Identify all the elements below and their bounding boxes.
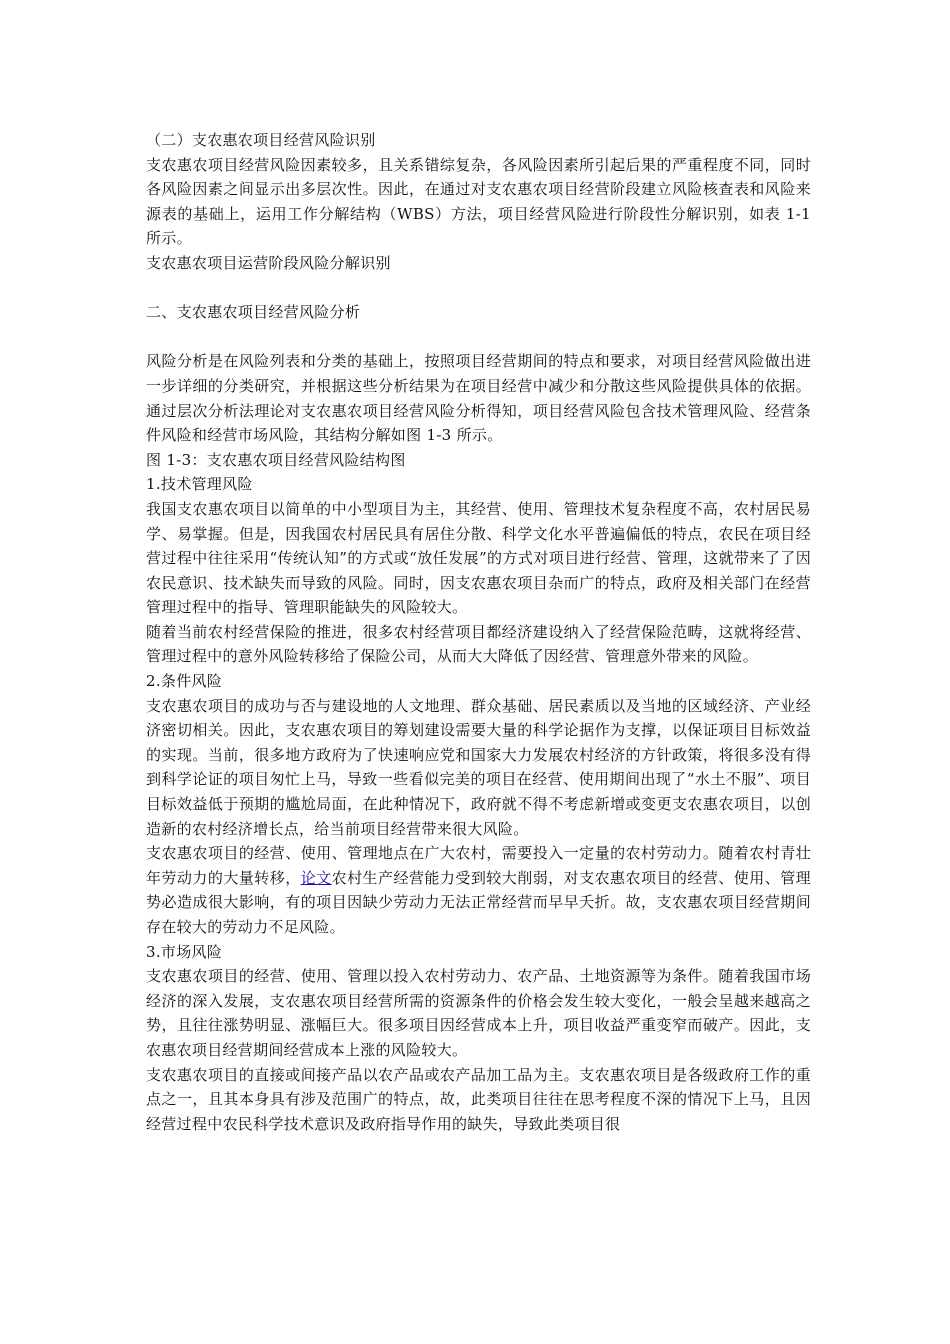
paragraph-technical-risk: 我国支农惠农项目以简单的中小型项目为主，其经营、使用、管理技术复杂程度不高，农村居民易学、易掌握。但是，因我国农村居民具有居住分散、科学文化水平普遍偏低的特点，农民在项目经营过程中往往采用“传统认知”的方式或“放任发展”的方式对项目进行经营、管理，这就带来了了因农民意识、技术缺失而导致的风险。同时，因支农惠农项目杂而广的特点，政府及相关部门在经营管理过程中的指导、管理职能缺失的风险较大。 bbox=[146, 499, 811, 617]
heading-condition-risk: 2.条件风险 bbox=[146, 672, 223, 691]
blank-line bbox=[146, 276, 811, 301]
paragraph-market-products: 支农惠农项目的直接或间接产品以农产品或农产品加工品为主。支农惠农项目是各级政府工作的重点之一，且其本身具有涉及范围广的特点，故，此类项目往往在思考程度不深的情况下上马，且因经营过程中农民科学技术意识及政府指导作用的缺失，导致此类项目很 bbox=[146, 1065, 811, 1133]
heading-technical-risk: 1.技术管理风险 bbox=[146, 475, 253, 494]
blank-line bbox=[146, 325, 811, 350]
paragraph-labor-risk bbox=[146, 841, 811, 939]
paper-link[interactable]: 论文 bbox=[300, 868, 332, 887]
labor-text-before: 支农惠农项目的经营、使用、管理地点在广大农村，需要投入一定量的农村劳动力。随着农村青壮年劳动力的大量转移， bbox=[146, 844, 811, 887]
labor-text-after: 农村生产经营能力受到较大削弱，对支农惠农项目的经营、使用、管理势必造成很大影响，有的项目因缺少劳动力无法正常经营而早早夭折。故，支农惠农项目经营期间存在较大的劳动力不足风险。 bbox=[146, 868, 811, 936]
subsection-title: （二）支农惠农项目经营风险识别 bbox=[146, 131, 376, 149]
table-caption: 支农惠农项目运营阶段风险分解识别 bbox=[146, 253, 391, 272]
paragraph-risk-identification: 支农惠农项目经营风险因素较多，且关系错综复杂，各风险因素所引起后果的严重程度不同，同时各风险因素之间显示出多层次性。因此，在通过对支农惠农项目经营阶段建立风险核查表和风险来源表的基础上，运用工作分解结构（WBS）方法，项目经营风险进行阶段性分解识别，如表 1-1 所示。 bbox=[146, 155, 811, 248]
paragraph-insurance: 随着当前农村经营保险的推进，很多农村经营项目都经济建设纳入了经营保险范畴，这就将经营、管理过程中的意外风险转移给了保险公司，从而大大降低了因经营、管理意外带来的风险。 bbox=[146, 622, 811, 666]
figure-caption: 图 1-3：支农惠农项目经营风险结构图 bbox=[146, 450, 406, 469]
paragraph-market-cost: 支农惠农项目的经营、使用、管理以投入农村劳动力、农产品、土地资源等为条件。随着我国市场经济的深入发展，支农惠农项目经营所需的资源条件的价格会发生较大变化，一般会呈越来越高之势，且往往涨势明显、涨幅巨大。很多项目因经营成本上升，项目收益严重变窄而破产。因此，支农惠农项目经营期间经营成本上涨的风险较大。 bbox=[146, 967, 811, 1059]
document-body bbox=[146, 128, 811, 1136]
paragraph-risk-analysis: 风险分析是在风险列表和分类的基础上，按照项目经营期间的特点和要求，对项目经营风险做出进一步详细的分类研究，并根据这些分析结果为在项目经营中减少和分散这些风险提供具体的依据。通过层次分析法理论对支农惠农项目经营风险分析得知，项目经营风险包含技术管理风险、经营条件风险和经营市场风险，其结构分解如图 1-3 所示。 bbox=[146, 352, 811, 445]
heading-market-risk: 3.市场风险 bbox=[146, 942, 223, 961]
paragraph-condition-risk: 支农惠农项目的成功与否与建设地的人文地理、群众基础、居民素质以及当地的区域经济、产业经济密切相关。因此，支农惠农项目的筹划建设需要大量的科学论据作为支撑，以保证项目目标效益的实现。当前，很多地方政府为了快速响应党和国家大力发展农村经济的方针政策，将很多没有得到科学论证的项目匆忙上马，导致一些看似完美的项目在经营、使用期间出现了“水土不服”、项目目标效益低于预期的尴尬局面，在此种情况下，政府就不得不考虑新增或变更支农惠农项目，以创造新的农村经济增长点，给当前项目经营带来很大风险。 bbox=[146, 696, 811, 838]
section-title: 二、支农惠农项目经营风险分析 bbox=[146, 303, 361, 322]
